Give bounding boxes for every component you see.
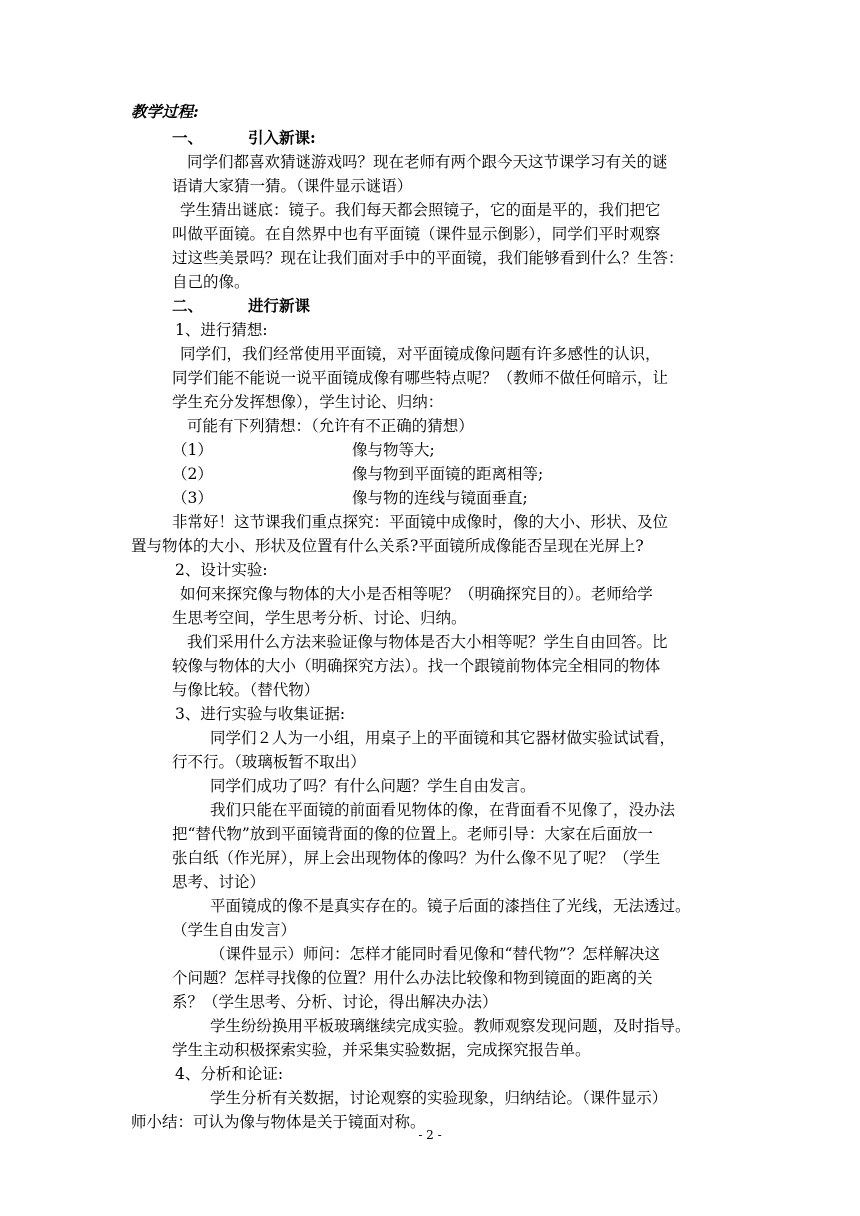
text-line: （课件显示）师问：怎样才能同时看见像和“替代物”？怎样解决这 <box>210 945 660 963</box>
text-line: 学生猜出谜底：镜子。我们每天都会照镜子，它的面是平的，我们把它 <box>180 201 661 219</box>
text-line: 思考、讨论） <box>172 873 266 891</box>
text-line: 学生分析有关数据，讨论观察的实验现象，归纳结论。（课件显示） <box>210 1089 668 1107</box>
text-line: 自己的像。 <box>172 273 250 291</box>
list-number: （2） <box>172 465 213 483</box>
text-line: 我们采用什么方法来验证像与物体是否大小相等呢？学生自由回答。比 <box>187 633 668 651</box>
list-item: 像与物到平面镜的距离相等; <box>352 465 544 483</box>
text-line: 可能有下列猜想：（允许有不正确的猜想） <box>187 417 474 435</box>
heading-title: 进行新课 <box>248 296 311 315</box>
text-line: 学生纷纷换用平板玻璃继续完成实验。教师观察发现问题，及时指导。 <box>210 1017 691 1035</box>
text-line: 生思考空间，学生思考分析、讨论、归纳。 <box>172 609 467 627</box>
subheading: 3、进行实验与收集证据: <box>175 705 346 723</box>
text-line: 与像比较。（替代物） <box>172 681 320 699</box>
text-line: 学生充分发挥想像），学生讨论、归纳： <box>172 393 444 411</box>
text-line: 系？（学生思考、分析、讨论，得出解决办法） <box>172 993 498 1011</box>
subheading: 1、进行猜想: <box>175 321 268 339</box>
heading-number: 二、 <box>172 296 204 315</box>
text-line: 师小结：可认为像与物体是关于镜面对称。 <box>131 1113 426 1131</box>
heading-title: 引入新课: <box>248 128 316 147</box>
text-line: 学生主动积极探索实验，并采集实验数据，完成探究报告单。 <box>172 1041 591 1059</box>
subheading: 2、设计实验: <box>175 561 268 579</box>
text-line: 置与物体的大小、形状及位置有什么关系?平面镜所成像能否呈现在光屏上? <box>131 537 644 555</box>
list-item: 像与物的连线与镜面垂直; <box>352 489 528 507</box>
text-line: 把“替代物”放到平面镜背面的像的位置上。老师引导：大家在后面放一 <box>172 825 653 843</box>
page-number: - 2 - <box>418 1128 442 1142</box>
text-line: 平面镜成的像不是真实存在的。镜子后面的漆挡住了光线，无法透过。 <box>210 897 691 915</box>
text-line: 同学们能不能说一说平面镜成像有哪些特点呢？（教师不做任何暗示，让 <box>172 369 669 387</box>
list-number: （3） <box>172 489 213 507</box>
text-line: 同学们成功了吗？有什么问题？学生自由发言。 <box>210 777 536 795</box>
text-line: 张白纸（作光屏），屏上会出现物体的像吗？为什么像不见了呢？（学生 <box>172 849 661 867</box>
text-line: 非常好！这节课我们重点探究：平面镜中成像时，像的大小、形状、及位 <box>172 513 669 531</box>
section-heading: 教学过程: <box>131 102 199 121</box>
text-line: 过这些美景吗？现在让我们面对手中的平面镜，我们能够看到什么？生答： <box>172 249 684 267</box>
list-item: 像与物等大; <box>352 441 435 459</box>
text-line: 语请大家猜一猜。（课件显示谜语） <box>172 177 413 195</box>
text-line: 同学们都喜欢猜谜游戏吗？现在老师有两个跟今天这节课学习有关的谜 <box>187 153 668 171</box>
text-line: 我们只能在平面镜的前面看见物体的像，在背面看不见像了，没办法 <box>210 801 676 819</box>
text-line: 同学们２人为一小组，用桌子上的平面镜和其它器材做实验试试看， <box>210 729 676 747</box>
text-line: 较像与物体的大小（明确探究方法）。找一个跟镜前物体完全相同的物体 <box>172 657 661 675</box>
text-line: 如何来探究像与物体的大小是否相等呢？（明确探究目的）。老师给学 <box>180 585 653 603</box>
text-line: 个问题？怎样寻找像的位置？用什么办法比较像和物到镜面的距离的关 <box>172 969 653 987</box>
subheading: 4、分析和论证: <box>175 1065 284 1083</box>
text-line: （学生自由发言） <box>172 921 297 939</box>
heading-number: 一、 <box>172 128 204 147</box>
text-line: 叫做平面镜。在自然界中也有平面镜（课件显示倒影），同学们平时观察 <box>172 225 661 243</box>
text-line: 行不行。（玻璃板暂不取出） <box>172 753 366 771</box>
text-line: 同学们，我们经常使用平面镜，对平面镜成像问题有许多感性的认识， <box>180 345 661 363</box>
list-number: （1） <box>172 441 213 459</box>
